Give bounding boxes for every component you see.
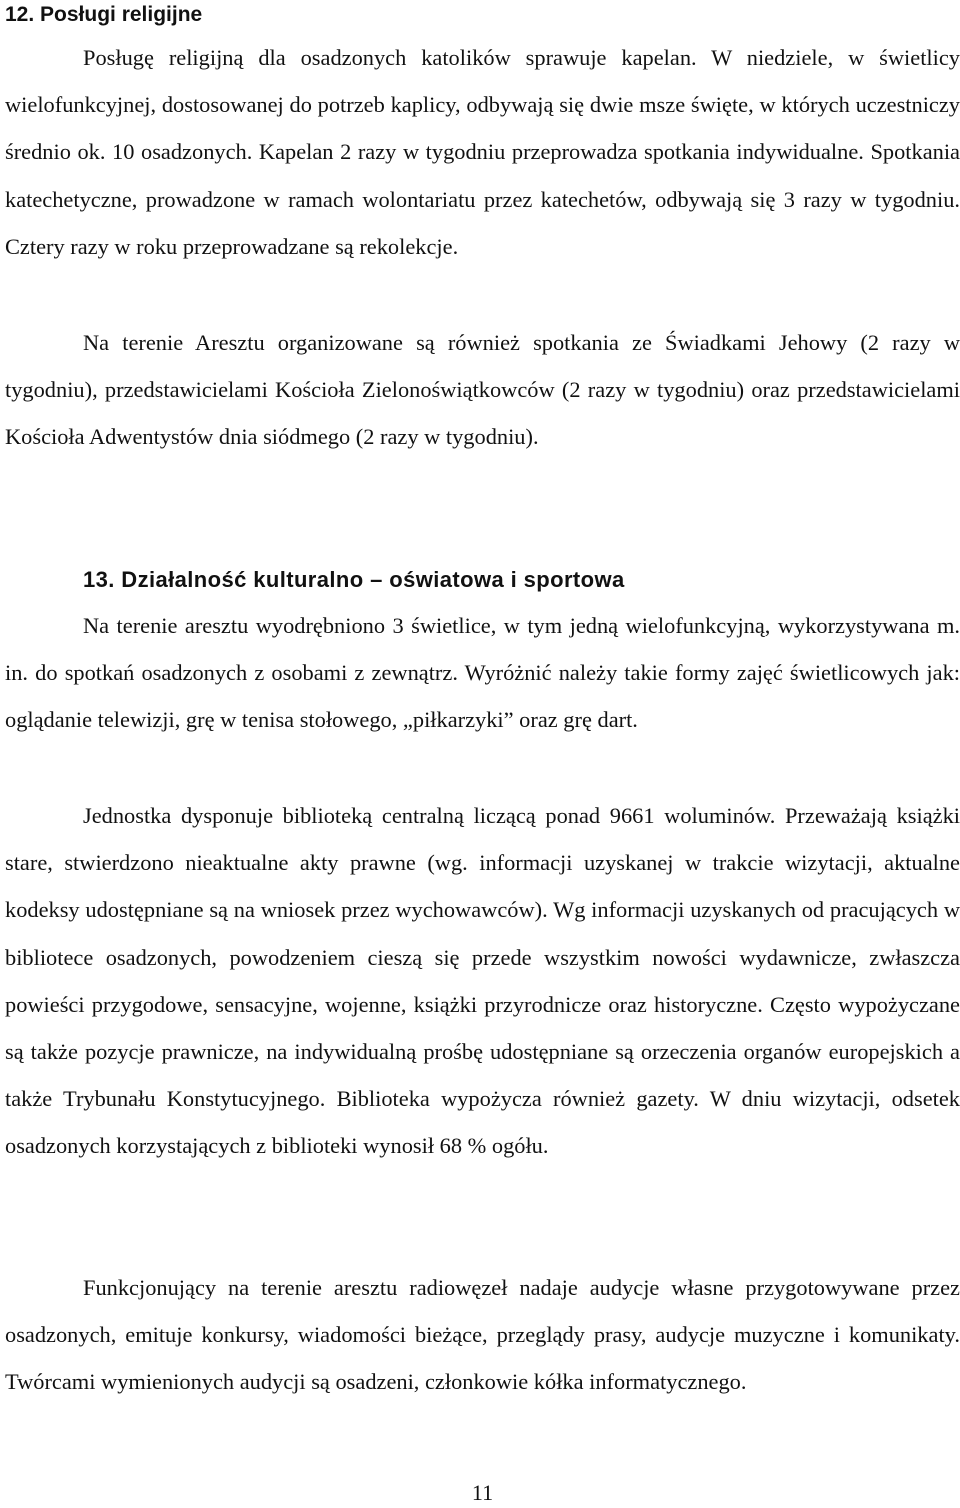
paragraph-radio-station: Funkcjonujący na terenie aresztu radiowęzeł nadaje audycje własne przygotowywane przez osadzonych, emituje konkursy, wiadomości bieżące, przeglądy prasy, audycje muzyczne i komunikaty. Twórcami wymienionych audycji są osadzeni, członkowie kółka informatycznego. [5, 1275, 960, 1395]
page-number: 11 [471, 1480, 494, 1505]
paragraph-chaplain-services: Posługę religijną dla osadzonych katolików sprawuje kapelan. W niedziele, w świetlicy wielofunkcyjnej, dostosowanej do potrzeb kaplicy, odbywają się dwie msze święte, w których uczestniczy średnio ok. 10 osadzonych. Kapelan 2 razy w tygodniu przeprowadza spotkania indywidualne. Spotkania katechetyczne, prowadzone w ramach wolontariatu przez katechetów, odbywają się 3 razy w tygodniu. Cztery razy w roku przeprowadzane są rekolekcje. [5, 45, 960, 259]
paragraph-common-rooms: Na terenie aresztu wyodrębniono 3 świetlice, w tym jedną wielofunkcyjną, wykorzystywana m. in. do spotkań osadzonych z osobami z zewnątrz. Wyróżnić należy takie formy zajęć świetlicowych jak: oglądanie telewizji, grę w tenisa stołowego, „piłkarzyki” oraz grę dart. [5, 613, 960, 733]
paragraph-other-denominations: Na terenie Aresztu organizowane są również spotkania ze Świadkami Jehowy (2 razy w tygodniu), przedstawicielami Kościoła Zielonoświątkowców (2 razy w tygodniu) oraz przedstawicielami Kościoła Adwentystów dnia siódmego (2 razy w tygodniu). [5, 330, 960, 450]
document-page [5, 0, 960, 1507]
paragraph-library: Jednostka dysponuje biblioteką centralną liczącą ponad 9661 woluminów. Przeważają książki stare, stwierdzono nieaktualne akty prawne (wg. informacji uzyskanej w trakcie wizytacji, aktualne kodeksy udostępniane są na wniosek przez wychowawców). Wg informacji uzyskanych od pracujących w bibliotece osadzonych, powodzeniem cieszą się przede wszystkim nowości wydawnicze, zwłaszcza powieści przygodowe, sensacyjne, wojenne, książki przyrodnicze oraz historyczne. Często wypożyczane są także pozycje prawnicze, na indywidualną prośbę udostępniane są orzeczenia organów europejskich a także Trybunału Konstytucyjnego. Biblioteka wypożycza również gazety. W dniu wizytacji, odsetek osadzonych korzystających z biblioteki wynosił 68 % ogółu. [5, 803, 960, 1159]
section-heading-cultural-activities: 13. Działalność kulturalno – oświatowa i sportowa [83, 567, 625, 592]
section-heading-religious-services: 12. Posługi religijne [5, 3, 203, 26]
